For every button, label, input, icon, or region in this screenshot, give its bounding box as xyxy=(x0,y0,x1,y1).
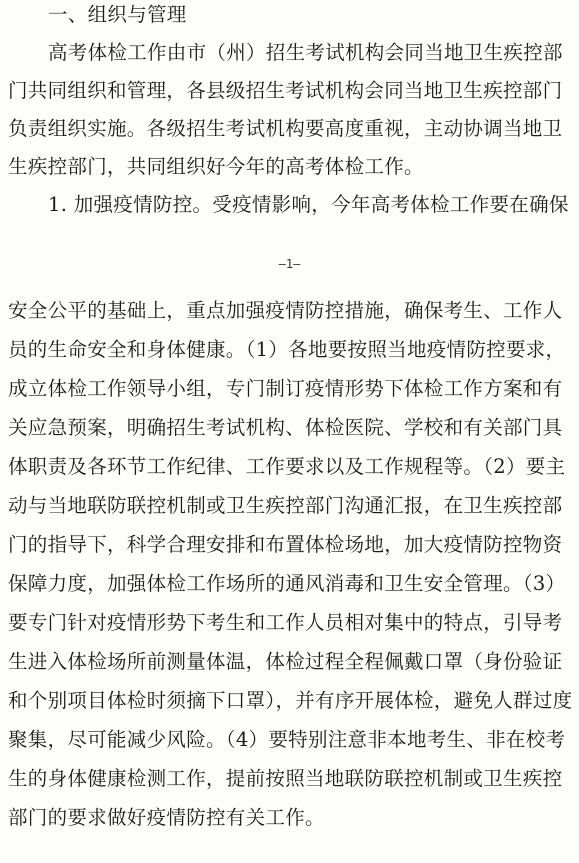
section-heading: 一、组织与管理 xyxy=(48,3,187,26)
page-number: —1— xyxy=(278,257,301,271)
paragraph-line: 成立体检工作领导小组，专门制订疫情形势下体检工作方案和有 xyxy=(8,377,563,400)
paragraph-line: 生进入体检场所前测量体温，体检过程全程佩戴口罩（身份验证 xyxy=(8,650,563,673)
paragraph-line: 和个别项目体检时须摘下口罩），并有序开展体检，避免人群过度 xyxy=(8,689,573,712)
paragraph-line: 部门的要求做好疫情防控有关工作。 xyxy=(8,806,325,829)
paragraph-line: 关应急预案，明确招生考试机构、体检医院、学校和有关部门具 xyxy=(8,416,563,439)
paragraph-line: 生疾控部门，共同组织好今年的高考体检工作。 xyxy=(8,155,424,178)
paragraph-line: 1. 加强疫情防控。受疫情影响，今年高考体检工作要在确保 xyxy=(48,193,569,216)
paragraph-line: 要专门针对疫情形势下考生和工作人员相对集中的特点，引导考 xyxy=(8,611,563,634)
paragraph-line: 门共同组织和管理，各县级招生考试机构会同当地卫生疾控部门 xyxy=(8,79,563,102)
paragraph-line: 安全公平的基础上，重点加强疫情防控措施，确保考生、工作人 xyxy=(8,299,563,322)
paragraph-line: 负责组织实施。各级招生考试机构要高度重视，主动协调当地卫 xyxy=(8,117,563,140)
paragraph-line: 聚集，尽可能减少风险。（4）要特别注意非本地考生、非在校考 xyxy=(8,728,566,751)
paragraph-line: 生的身体健康检测工作，提前按照当地联防联控机制或卫生疾控 xyxy=(8,767,563,790)
paragraph-line: 保障力度，加强体检工作场所的通风消毒和卫生安全管理。（3） xyxy=(8,572,566,595)
paragraph-line: 员的生命安全和身体健康。（1）各地要按照当地疫情防控要求， xyxy=(8,338,566,361)
paragraph-line: 动与当地联防联控机制或卫生疾控部门沟通汇报，在卫生疾控部 xyxy=(8,494,563,517)
paragraph-line: 体职责及各环节工作纪律、工作要求以及工作规程等。（2）要主 xyxy=(8,455,566,478)
paragraph-line: 门的指导下，科学合理安排和布置体检场地，加大疫情防控物资 xyxy=(8,533,563,556)
paragraph-line: 高考体检工作由市（州）招生考试机构会同当地卫生疾控部 xyxy=(48,41,563,64)
